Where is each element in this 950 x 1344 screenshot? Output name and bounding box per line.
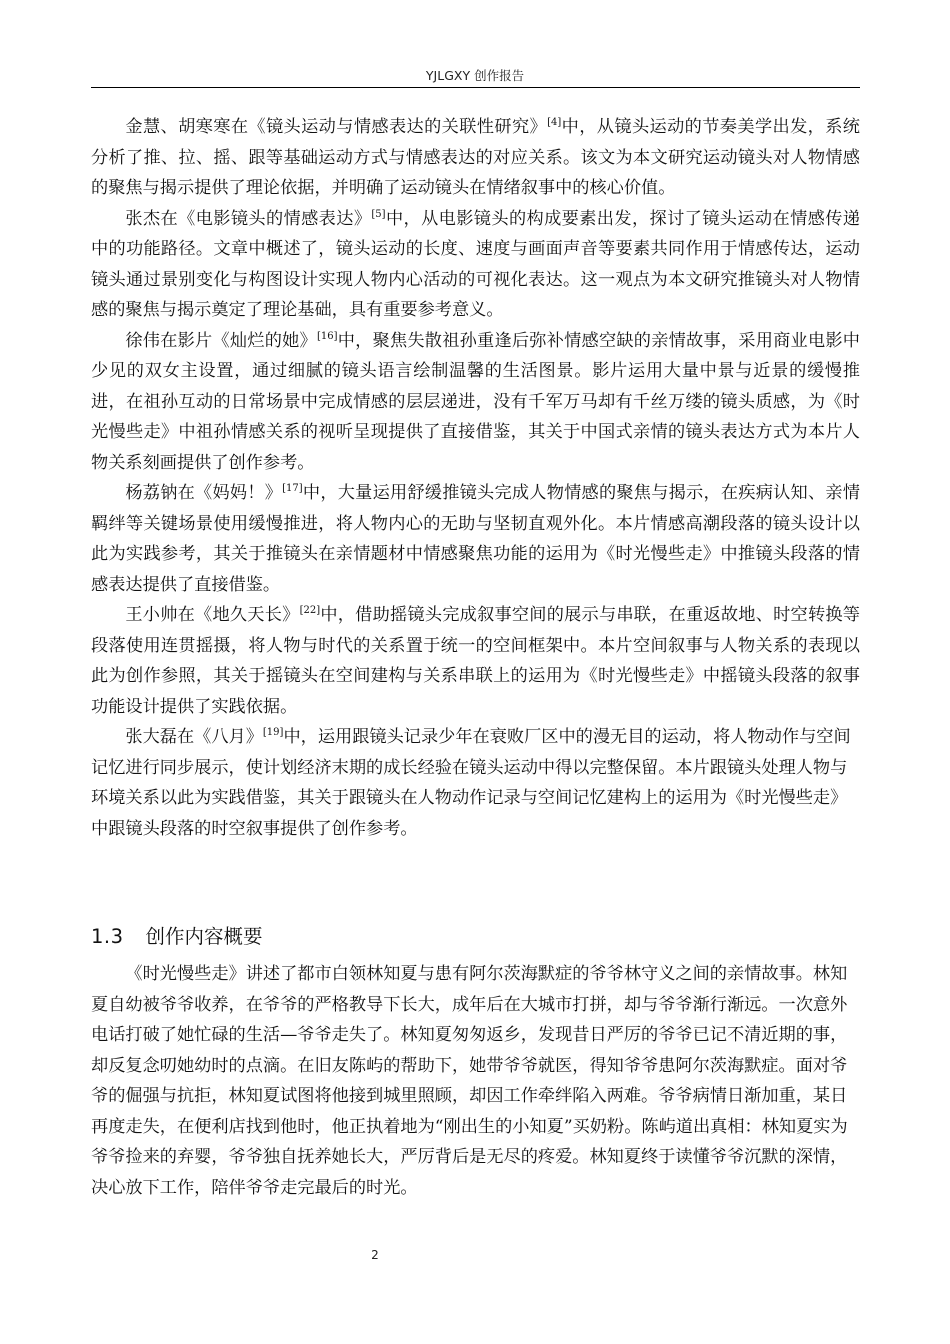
section-title: 创作内容概要	[145, 925, 263, 948]
paragraph-zhang-dalei: 张大磊在《八月》[19]中，运用跟镜头记录少年在衰败厂区中的漫无目的运动，将人物动作与空间记忆进行同步展示，使计划经济末期的成长经验在镜头运动中得以完整保留。本片跟镜头处理人物与环境关系以此为实践借鉴，其关于跟镜头在人物动作记录与空间记忆建构上的运用为《时光慢些走》中跟镜头段落的时空叙事提供了创作参考。	[91, 727, 851, 839]
header-divider	[91, 87, 860, 88]
paragraph-xu-wei: 徐伟在影片《灿烂的她》[16]中，聚焦失散祖孙重逢后弥补情感空缺的亲情故事，采用商业电影中少见的双女主设置，通过细腻的镜头语言绘制温馨的生活图景。影片运用大量中景与近景的缓慢推进，在祖孙互动的日常场景中完成情感的层层递进，没有千军万马却有千丝万缕的镜头质感，为《时光慢些走》中祖孙情感关系的视听呈现提供了直接借鉴，其关于中国式亲情的镜头表达方式为本片人物关系刻画提供了创作参考。	[91, 330, 860, 473]
section-heading	[91, 921, 263, 949]
citation-ref: [4]	[547, 117, 562, 128]
page-number: 2	[371, 1248, 379, 1262]
content-summary-body	[91, 959, 860, 1203]
paragraph-jin-hui: 金慧、胡寒寒在《镜头运动与情感表达的关联性研究》[4]中，从镜头运动的节奏美学出发，系统分析了推、拉、摇、跟等基础运动方式与情感表达的对应关系。该文为本文研究运动镜头对人物情感的聚焦与揭示提供了理论依据，并明确了运动镜头在情绪叙事中的核心价值。	[91, 117, 860, 198]
citation-ref: [19]	[262, 727, 284, 738]
section-number: 1.3	[91, 925, 124, 948]
paragraph-synopsis: 《时光慢些走》讲述了都市白领林知夏与患有阿尔茨海默症的爷爷林守义之间的亲情故事。林知夏自幼被爷爷收养，在爷爷的严格教导下长大，成年后在大城市打拼，却与爷爷渐行渐远。一次意外电话打破了她忙碌的生活—爷爷走失了。林知夏匆匆返乡，发现昔日严厉的爷爷已记不清近期的事，却反复念叨她幼时的点滴。在旧友陈屿的帮助下，她带爷爷就医，得知爷爷患阿尔茨海默症。面对爷爷的倔强与抗拒，林知夏试图将他接到城里照顾，却因工作牵绊陷入两难。爷爷病情日渐加重，某日再度走失，在便利店找到他时，他正执着地为“刚出生的小知夏”买奶粉。陈屿道出真相：林知夏实为爷爷捡来的弃婴，爷爷独自抚养她长大，严厉背后是无尽的疼爱。林知夏终于读懂爷爷沉默的深情，决心放下工作，陪伴爷爷走完最后的时光。	[91, 964, 848, 1198]
literature-review-body	[91, 112, 860, 844]
citation-ref: [5]	[371, 208, 386, 220]
citation-ref: [22]	[299, 605, 321, 616]
paragraph-wang-xiaoshuai: 王小帅在《地久天长》[22]中，借助摇镜头完成叙事空间的展示与串联，在重返故地、时空转换等段落使用连贯摇摄，将人物与时代的关系置于统一的空间框架中。本片空间叙事与人物关系的表现以此为创作参照，其关于摇镜头在空间建构与关系串联上的运用为《时光慢些走》中摇镜头段落的叙事功能设计提供了实践依据。	[91, 605, 860, 717]
citation-ref: [16]	[316, 330, 338, 342]
paragraph-zhang-jie: 张杰在《电影镜头的情感表达》[5]中，从电影镜头的构成要素出发，探讨了镜头运动在情感传递中的功能路径。文章中概述了，镜头运动的长度、速度与画面声音等要素共同作用于情感传达，运动镜头通过景别变化与构图设计实现人物内心活动的可视化表达。这一观点为本文研究推镜头对人物情感的聚焦与揭示奠定了理论基础，具有重要参考意义。	[91, 208, 860, 320]
paragraph-yang-lina: 杨荔钠在《妈妈！》[17]中，大量运用舒缓推镜头完成人物情感的聚焦与揭示，在疾病认知、亲情羁绊等关键场景使用缓慢推进，将人物内心的无助与坚韧直观外化。本片情感高潮段落的镜头设计以此为实践参考，其关于推镜头在亲情题材中情感聚焦功能的运用为《时光慢些走》中推镜头段落的情感表达提供了直接借鉴。	[91, 483, 860, 595]
running-header: YJLGXY 创作报告	[425, 68, 525, 83]
citation-ref: [17]	[282, 483, 303, 494]
